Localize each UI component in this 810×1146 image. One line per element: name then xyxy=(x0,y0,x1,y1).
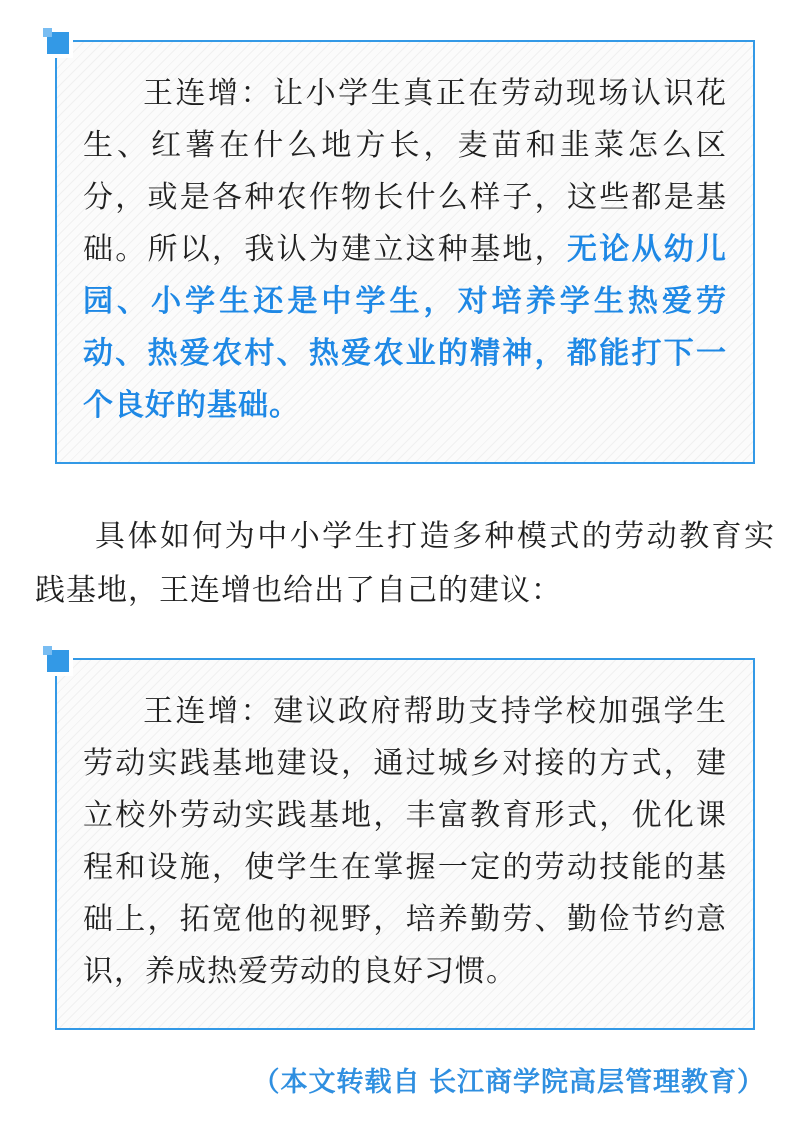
body-paragraph: 具体如何为中小学生打造多种模式的劳动教育实践基地，王连增也给出了自己的建议： xyxy=(35,520,775,607)
quote-marker-icon xyxy=(43,28,73,58)
quote-one-highlight: 无论从幼儿园、小学生还是中学生，对培养学生热爱劳动、热爱农村、热爱农业的精神，都能打下一个良好的基础。 xyxy=(83,233,728,422)
quote-two-text: 王连增：建议政府帮助支持学校加强学生劳动实践基地建设，通过城乡对接的方式，建立校外劳动实践基地，丰富教育形式，优化课程和设施，使学生在掌握一定的劳动技能的基础上，拓宽他的视野，培养勤劳、勤俭节约意识，养成热爱劳动的良好习惯。 xyxy=(83,695,727,988)
source-attribution: （本文转载自 长江商学院高层管理教育） xyxy=(252,1067,765,1097)
quote-one-text xyxy=(83,68,727,432)
quote-block-two xyxy=(55,658,755,1030)
quote-one-normal: 王连增：让小学生真正在劳动现场认识花生、红薯在什么地方长，麦苗和韭菜怎么区分，或是各种农作物长什么样子，这些都是基础。所以，我认为建立这种基地， xyxy=(83,77,727,266)
top-spacer xyxy=(0,0,810,40)
quote-block-one xyxy=(55,40,755,464)
quote-marker-icon-2 xyxy=(43,646,73,676)
